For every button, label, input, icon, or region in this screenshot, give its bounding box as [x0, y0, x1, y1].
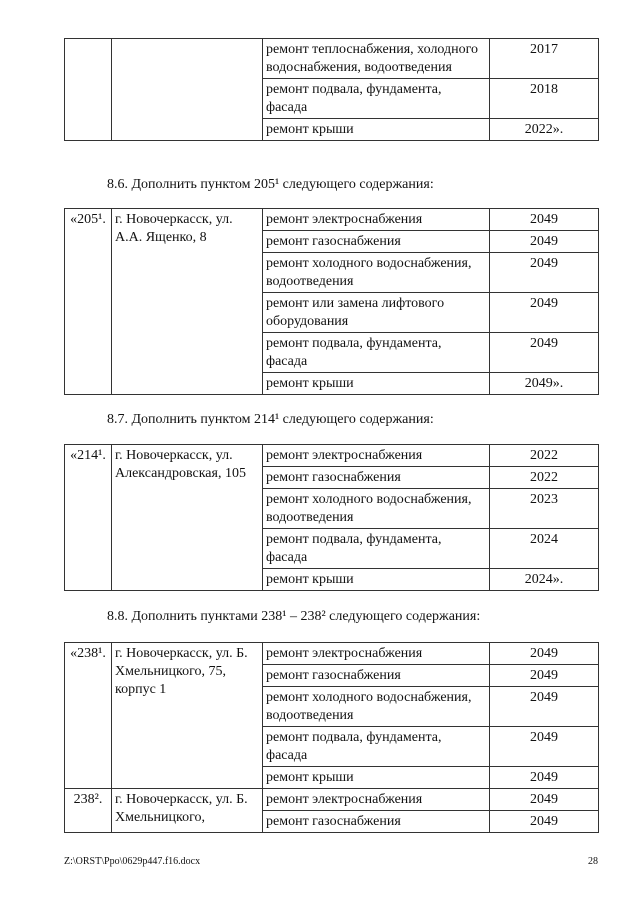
year-cell: 2022». — [490, 119, 599, 141]
table-205 — [64, 208, 599, 395]
footer-page-number: 28 — [588, 856, 598, 867]
year-cell: 2024». — [490, 569, 599, 591]
table-row — [65, 39, 599, 79]
work-cell: ремонт холодного водоснабжения, водоотведения — [263, 489, 490, 529]
num-cell: «238¹. — [65, 643, 112, 789]
work-cell: ремонт электроснабжения — [263, 209, 490, 231]
year-cell: 2049». — [490, 373, 599, 395]
table-row — [65, 209, 599, 231]
year-cell: 2049 — [490, 789, 599, 811]
address-cell — [112, 39, 263, 141]
table-238 — [64, 642, 599, 833]
work-cell: ремонт электроснабжения — [263, 789, 490, 811]
year-cell: 2049 — [490, 811, 599, 833]
address-cell: г. Новочеркасск, ул. Б. Хмельницкого, — [112, 789, 263, 833]
work-cell: ремонт подвала, фундамента, фасада — [263, 79, 490, 119]
table-214 — [64, 444, 599, 591]
num-cell — [65, 39, 112, 141]
num-cell: «214¹. — [65, 445, 112, 591]
work-cell: ремонт электроснабжения — [263, 445, 490, 467]
year-cell: 2049 — [490, 209, 599, 231]
num-cell: «205¹. — [65, 209, 112, 395]
year-cell: 2049 — [490, 643, 599, 665]
work-cell: ремонт газоснабжения — [263, 811, 490, 833]
year-cell: 2023 — [490, 489, 599, 529]
work-cell: ремонт крыши — [263, 569, 490, 591]
table-row — [65, 789, 599, 811]
work-cell: ремонт газоснабжения — [263, 467, 490, 489]
table-row — [65, 643, 599, 665]
address-cell: г. Новочеркасск, ул. Б. Хмельницкого, 75, корпус 1 — [112, 643, 263, 789]
address-cell: г. Новочеркасск, ул. А.А. Ященко, 8 — [112, 209, 263, 395]
work-cell: ремонт холодного водоснабжения, водоотведения — [263, 253, 490, 293]
work-cell: ремонт холодного водоснабжения, водоотведения — [263, 687, 490, 727]
work-cell: ремонт теплоснабжения, холодного водоснабжения, водоотведения — [263, 39, 490, 79]
year-cell: 2049 — [490, 687, 599, 727]
paragraph-8-8: 8.8. Дополнить пунктами 238¹ – 238² следующего содержания: — [107, 609, 481, 624]
year-cell: 2024 — [490, 529, 599, 569]
work-cell: ремонт газоснабжения — [263, 665, 490, 687]
work-cell: ремонт подвала, фундамента, фасада — [263, 529, 490, 569]
table-row — [65, 445, 599, 467]
footer-file-path: Z:\ORST\Ppo\0629p447.f16.docx — [64, 856, 201, 867]
year-cell: 2049 — [490, 727, 599, 767]
year-cell: 2049 — [490, 333, 599, 373]
work-cell: ремонт электроснабжения — [263, 643, 490, 665]
table-continuation — [64, 38, 599, 141]
work-cell: ремонт или замена лифтового оборудования — [263, 293, 490, 333]
year-cell: 2049 — [490, 293, 599, 333]
year-cell: 2049 — [490, 253, 599, 293]
year-cell: 2022 — [490, 445, 599, 467]
work-cell: ремонт крыши — [263, 119, 490, 141]
work-cell: ремонт крыши — [263, 373, 490, 395]
year-cell: 2022 — [490, 467, 599, 489]
paragraph-8-6: 8.6. Дополнить пунктом 205¹ следующего содержания: — [107, 177, 434, 192]
year-cell: 2049 — [490, 767, 599, 789]
year-cell: 2049 — [490, 665, 599, 687]
year-cell: 2018 — [490, 79, 599, 119]
num-cell: 238². — [65, 789, 112, 833]
year-cell: 2049 — [490, 231, 599, 253]
work-cell: ремонт газоснабжения — [263, 231, 490, 253]
work-cell: ремонт крыши — [263, 767, 490, 789]
paragraph-8-7: 8.7. Дополнить пунктом 214¹ следующего содержания: — [107, 412, 434, 427]
work-cell: ремонт подвала, фундамента, фасада — [263, 333, 490, 373]
address-cell: г. Новочеркасск, ул. Александровская, 105 — [112, 445, 263, 591]
year-cell: 2017 — [490, 39, 599, 79]
work-cell: ремонт подвала, фундамента, фасада — [263, 727, 490, 767]
